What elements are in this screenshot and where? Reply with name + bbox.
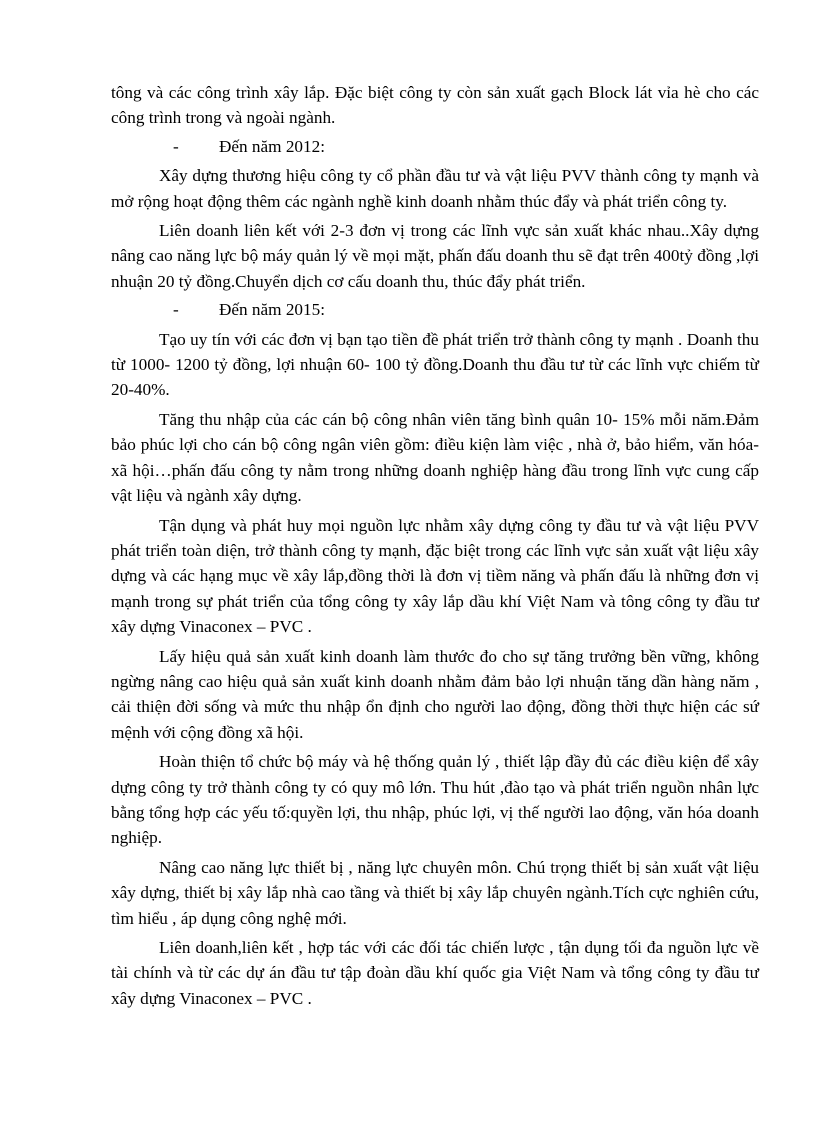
paragraph-efficiency: Lấy hiệu quả sản xuất kinh doanh làm thước đo cho sự tăng trưởng bền vững, không ngừng nâng cao hiệu quả sản xuất kinh doanh nhằm đảm bảo lợi nhuận tăng dần hàng năm , cải thiện đời sống và mức thu nhập ổn định cho người lao động, đồng thời thực hiện các sứ mệnh với cộng đồng xã hội. bbox=[111, 646, 759, 742]
paragraph-intro: tông và các công trình xây lắp. Đặc biệt công ty còn sản xuất gạch Block lát vỉa hè cho các công trình trong và ngoài ngành. bbox=[111, 83, 759, 128]
paragraph-brand: Xây dựng thương hiệu công ty cổ phần đầu tư và vật liệu PVV thành công ty mạnh và mở rộng hoạt động thêm các ngành nghề kinh doanh nhằm thúc đẩy và phát triển công ty. bbox=[111, 166, 759, 211]
paragraph-reputation: Tạo uy tín với các đơn vị bạn tạo tiền đề phát triển trở thành công ty mạnh . Doanh thu từ 1000- 1200 tỷ đồng, lợi nhuận 60- 100 tỷ đồng.Doanh thu đầu tư từ các lĩnh vực chiếm từ 20-40%. bbox=[111, 329, 759, 400]
bullet-heading-2015 bbox=[111, 297, 759, 322]
document-page bbox=[111, 80, 759, 1011]
bullet-heading-2012 bbox=[111, 134, 759, 159]
paragraph-income: Tăng thu nhập của các cán bộ công nhân viên tăng bình quân 10- 15% mỗi năm.Đảm bảo phúc lợi cho cán bộ công ngân viên gồm: điều kiện làm việc , nhà ở, bảo hiểm, văn hóa- xã hội…phấn đấu công ty nằm trong những doanh nghiệp hàng đầu trong lĩnh vực cung cấp vật liệu và ngành xây dựng. bbox=[111, 409, 759, 506]
paragraph-joint-venture: Liên doanh liên kết với 2-3 đơn vị trong các lĩnh vực sản xuất khác nhau..Xây dựng nâng cao năng lực bộ máy quản lý về mọi mặt, phấn đấu doanh thu sẽ đạt trên 400tỷ đồng ,lợi nhuận 20 tỷ đồng.Chuyển dịch cơ cấu doanh thu, thúc đẩy phát triển. bbox=[111, 221, 759, 291]
bullet-heading-text: Đến năm 2012: bbox=[219, 136, 325, 156]
paragraph-partnership: Liên doanh,liên kết , hợp tác với các đối tác chiến lược , tận dụng tối đa nguồn lực về tài chính và từ các dự án đầu tư tập đoàn dầu khí quốc gia Việt Nam và tổng công ty đầu tư xây dựng Vinaconex – PVC . bbox=[111, 938, 759, 1008]
bullet-dash: - bbox=[173, 300, 179, 320]
bullet-heading-text: Đến năm 2015: bbox=[219, 300, 325, 320]
bullet-dash: - bbox=[173, 136, 179, 156]
paragraph-organization: Hoàn thiện tổ chức bộ máy và hệ thống quản lý , thiết lập đầy đủ các điều kiện để xây dựng công ty trở thành công ty có quy mô lớn. Thu hút ,đào tạo và phát triển nguồn nhân lực bằng tổng hợp các yếu tố:quyền lợi, thu nhập, phúc lợi, vị thế người lao động, văn hóa doanh nghiệp. bbox=[111, 752, 759, 848]
paragraph-equipment: Nâng cao năng lực thiết bị , năng lực chuyên môn. Chú trọng thiết bị sản xuất vật liệu xây dựng, thiết bị xây lắp nhà cao tầng và thiết bị xây lắp chuyên ngành.Tích cực nghiên cứu, tìm hiểu , áp dụng công nghệ mới. bbox=[111, 857, 759, 928]
paragraph-resources: Tận dụng và phát huy mọi nguồn lực nhằm xây dựng công ty đầu tư và vật liệu PVV phát triển toàn diện, trở thành công ty mạnh, đặc biệt trong các lĩnh vực sản xuất vật liệu xây dựng và các hạng mục về xây lắp,đồng thời là đơn vị tiềm năng và phấn đấu là những đơn vị mạnh trong sự phát triển của tổng công ty xây lắp dầu khí Việt Nam và tông công ty đầu tư xây dựng Vinaconex – PVC . bbox=[111, 515, 759, 637]
